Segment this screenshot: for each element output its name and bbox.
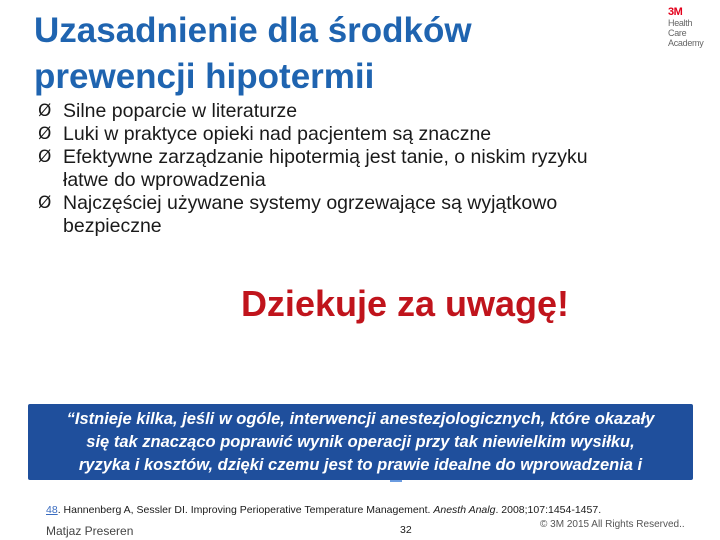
bullet-text-line1: Efektywne zarządzanie hipotermią jest tanie, o niskim ryzyku (63, 146, 588, 168)
bullet-text-line1: Najczęściej używane systemy ogrzewające są wyjątkowo (63, 192, 558, 214)
slide-title-line2: prewencji hipotermii (34, 57, 375, 96)
3m-health-care-academy-logo (668, 7, 714, 55)
quote-line2: się tak znacząco poprawić wynik operacji przy tak niewielkim wysiłku, (86, 433, 635, 451)
footer-copyright: © 3M 2015 All Rights Reserved.. (540, 519, 685, 530)
logo-line2: Care (668, 28, 687, 38)
arrow-bullet-icon: Ø (38, 193, 52, 213)
bullet-item (38, 192, 718, 238)
logo-line3: Academy (668, 38, 704, 48)
citation-details: . 2008;107:1454-1457. (495, 504, 602, 516)
arrow-bullet-icon: Ø (38, 101, 52, 121)
quote-reference-mark (390, 480, 402, 482)
arrow-bullet-icon: Ø (38, 147, 52, 167)
bullet-text-line2: bezpieczne (63, 215, 162, 237)
quote-line1: “Istnieje kilka, jeśli w ogóle, interwencji anestezjologicznych, które okazały (66, 410, 655, 428)
bullet-item (38, 123, 718, 146)
thank-you-heading (0, 282, 720, 326)
bullet-item (38, 100, 718, 123)
bullet-text-line2: łatwe do wprowadzenia (63, 169, 266, 191)
quote-box (28, 404, 693, 480)
bullet-text: Silne poparcie w literaturze (63, 100, 298, 122)
logo-brand: 3M (668, 6, 683, 18)
bullet-item (38, 146, 718, 192)
slide-title-line1: Uzasadnienie dla środków (34, 11, 472, 50)
footer-author: Matjaz Preseren (46, 524, 134, 538)
logo-line1: Health (668, 18, 693, 28)
citation (46, 503, 706, 517)
bullet-list (38, 100, 718, 238)
bullet-text: Luki w praktyce opieki nad pacjentem są znaczne (63, 123, 492, 145)
thank-you-text: Dziekuje za uwagę! (240, 283, 570, 324)
arrow-bullet-icon: Ø (38, 124, 52, 144)
slide-title (34, 8, 634, 100)
quote-text (28, 404, 693, 477)
citation-journal: Anesth Analg (433, 504, 496, 516)
citation-number-link[interactable]: 48 (46, 504, 58, 516)
quote-line3: ryzyka i kosztów, dzięki czemu jest to prawie idealne do wprowadzenia i (78, 456, 643, 474)
citation-authors: . Hannenberg A, Sessler DI. Improving Perioperative Temperature Management. (57, 504, 434, 516)
page-number: 32 (400, 524, 412, 536)
